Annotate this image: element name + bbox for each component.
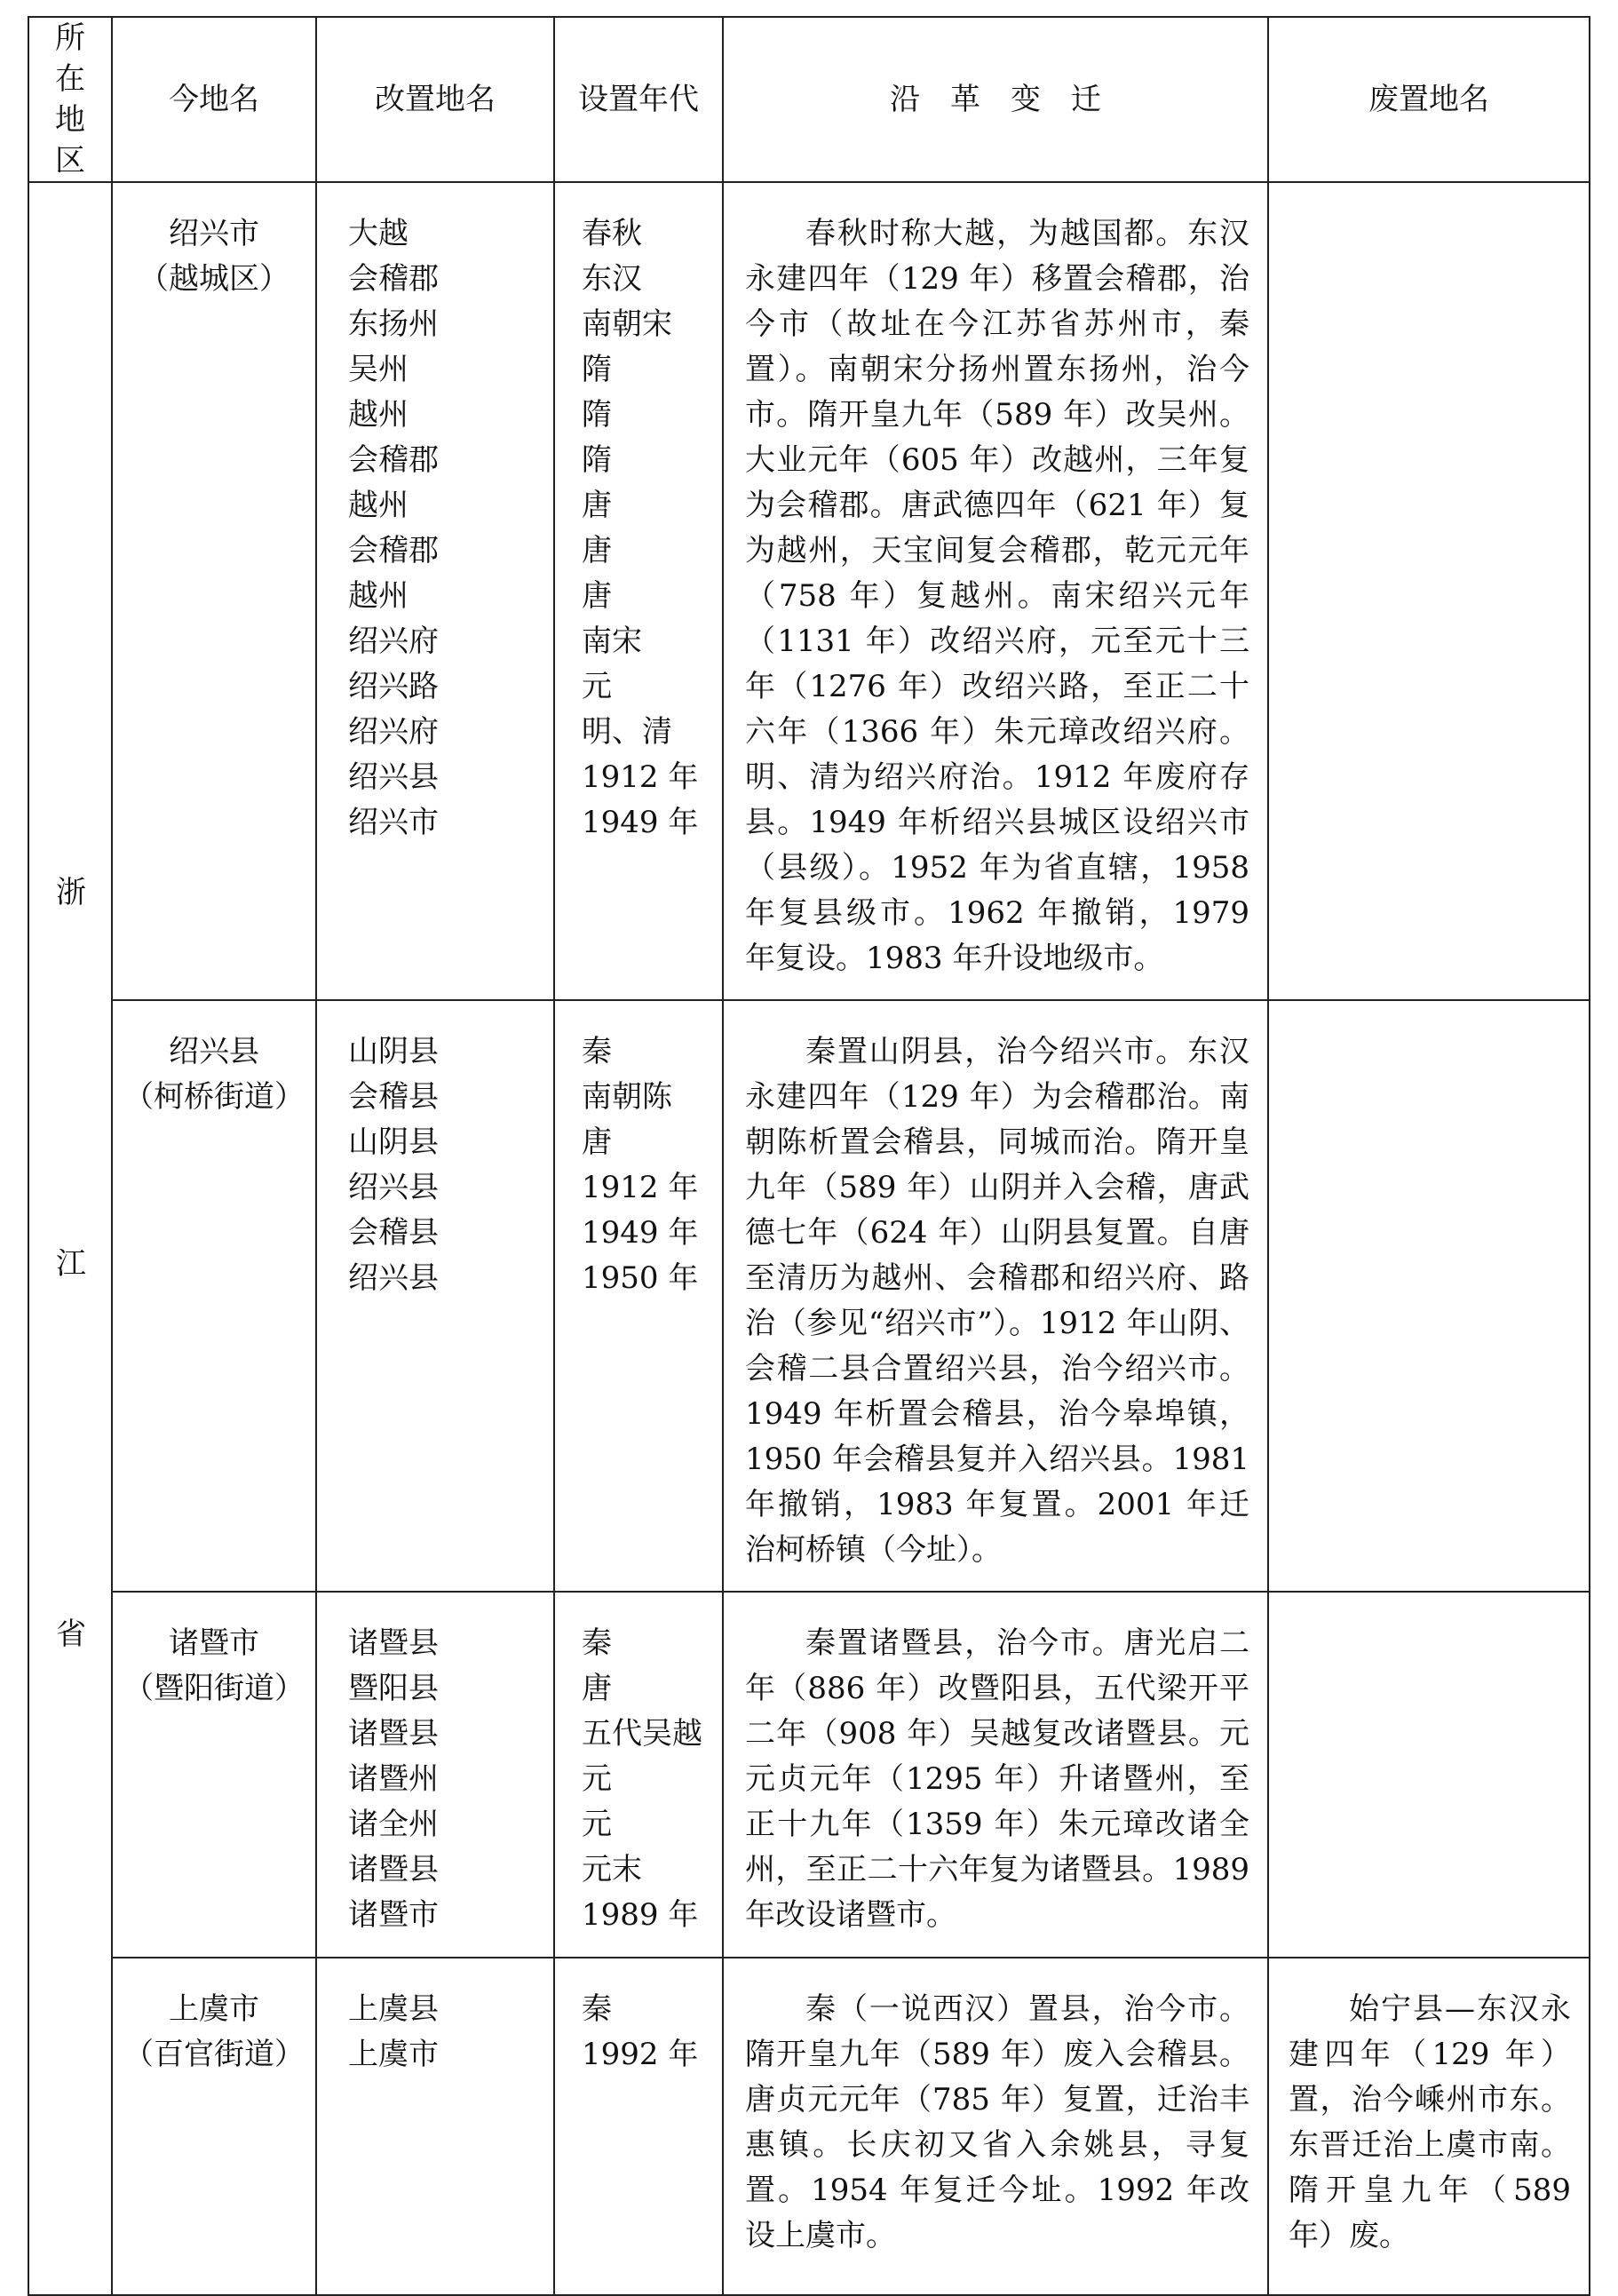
- era: 1989 年: [582, 1897, 699, 1933]
- current-name-cell: [112, 182, 316, 1000]
- changed-name: 绍兴县: [348, 1170, 439, 1205]
- abolished-cell: [1268, 1000, 1590, 1592]
- changed-name: 越州: [348, 578, 408, 614]
- current-name-cell: [112, 1592, 316, 1958]
- history-cell: [723, 1592, 1268, 1958]
- changed-name: 暨阳县: [348, 1671, 439, 1706]
- era: 隋: [582, 442, 612, 478]
- history-text: 春秋时称大越，为越国都。东汉永建四年（129 年）移置会稽郡，治今市（故址在今江苏省苏州市，秦置）。南朝宋分扬州置东扬州，治今市。隋开皇九年（589 年）改吴州。大业元年（605 年）改越州，三年复为会稽郡。唐武德四年（621 年）复为越州，天宝间复会稽郡，乾元元年（758 年）复越州。南宋绍兴元年（1131 年）改绍兴府，元至元十三年（1276 年）改绍兴路，至正二十六年（1366 年）朱元璋改绍兴府。明、清为绍兴府治。1912 年废府存县。1949 年析绍兴县城区设绍兴市（县级）。1952 年为省直辖，1958 年复县级市。1962 年撤销，1979 年复设。1983 年升设地级市。: [745, 216, 1249, 976]
- era: 唐: [582, 578, 612, 614]
- history-text: 秦（一说西汉）置县，治今市。隋开皇九年（589 年）废入会稽县。唐贞元元年（785 年）复置，迁治丰惠镇。长庆初又省入余姚县，寻复置。1954 年复迁今址。1992 年改设上虞市。: [745, 1991, 1249, 2253]
- changed-name: 诸暨州: [348, 1761, 439, 1797]
- changed-name: 大越: [348, 216, 408, 251]
- current-name-cell: [112, 1000, 316, 1592]
- header-abolished: 废置地名: [1268, 17, 1590, 182]
- table-row: [28, 1958, 1590, 2295]
- era-cell: [554, 1592, 723, 1958]
- abolished-text: 始宁县—东汉永建四年（129 年）置，治今嵊州市东。东晋迁治上虞市南。隋开皇九年（589 年）废。: [1289, 1991, 1571, 2253]
- era-cell: [554, 1000, 723, 1592]
- era: 秦: [582, 1991, 612, 2027]
- changed-name: 绍兴县: [348, 759, 439, 795]
- header-history: 沿 革 变 迁: [723, 17, 1268, 182]
- history-cell: [723, 1958, 1268, 2295]
- era: 1992 年: [582, 2037, 699, 2072]
- changed-name: 上虞市: [348, 2037, 439, 2072]
- abolished-cell: [1268, 182, 1590, 1000]
- era: 1912 年: [582, 1170, 699, 1205]
- region-cell: [28, 182, 112, 2295]
- changed-name: 会稽县: [348, 1215, 439, 1251]
- history-text: 秦置山阴县，治今绍兴市。东汉永建四年（129 年）为会稽郡治。南朝陈析置会稽县，同城而治。隋开皇九年（589 年）山阴并入会稽，唐武德七年（624 年）山阴县复置。自唐至清历为越州、会稽郡和绍兴府、路治（参见“绍兴市”）。1912 年山阴、会稽二县合置绍兴县，治今绍兴市。1949 年析置会稽县，治今皋埠镇，1950 年会稽县复并入绍兴县。1981 年撤销，1983 年复置。2001 年迁治柯桥镇（今址）。: [745, 1034, 1249, 1568]
- table-row: [28, 1000, 1590, 1592]
- era: 唐: [582, 1671, 612, 1706]
- current-seat: （越城区）: [139, 261, 289, 297]
- header-region: 所在地区: [28, 17, 112, 182]
- history-cell: [723, 1000, 1268, 1592]
- changed-names-cell: [316, 182, 554, 1000]
- header-current-name: 今地名: [112, 17, 316, 182]
- changed-name: 会稽郡: [348, 442, 439, 478]
- region-char: 浙: [56, 874, 86, 910]
- current-name: 上虞市: [169, 1991, 259, 2027]
- region-char: 省: [56, 1616, 86, 1652]
- era: 五代吴越: [582, 1716, 702, 1752]
- changed-name: 会稽郡: [348, 533, 439, 568]
- era: 南宋: [582, 624, 642, 659]
- era-cell: [554, 1958, 723, 2295]
- history-text: 秦置诸暨县，治今市。唐光启二年（886 年）改暨阳县，五代梁开平二年（908 年）吴越复改诸暨县。元元贞元年（1295 年）升诸暨州，至正十九年（1359 年）朱元璋改诸全州，至正二十六年复为诸暨县。1989 年改设诸暨市。: [745, 1625, 1249, 1933]
- era: 明、清: [582, 714, 672, 750]
- abolished-cell: [1268, 1958, 1590, 2295]
- header-row: [28, 17, 1590, 182]
- gazetteer-table: [28, 16, 1590, 2296]
- header-changed-names: 改置地名: [316, 17, 554, 182]
- changed-name: 越州: [348, 488, 408, 523]
- era: 唐: [582, 1124, 612, 1160]
- history-cell: [723, 182, 1268, 1000]
- era: 隋: [582, 397, 612, 433]
- era: 南朝宋: [582, 306, 672, 342]
- changed-name: 绍兴县: [348, 1260, 439, 1296]
- changed-name: 会稽县: [348, 1079, 439, 1115]
- changed-name: 绍兴府: [348, 714, 439, 750]
- era: 1949 年: [582, 1215, 699, 1251]
- changed-name: 绍兴府: [348, 624, 439, 659]
- changed-name: 诸暨县: [348, 1625, 439, 1661]
- era: 唐: [582, 488, 612, 523]
- changed-name: 山阴县: [348, 1124, 439, 1160]
- header-era: 设置年代: [554, 17, 723, 182]
- era: 1949 年: [582, 805, 699, 840]
- era: 南朝陈: [582, 1079, 672, 1115]
- current-seat: （柯桥街道）: [123, 1079, 305, 1115]
- changed-names-cell: [316, 1958, 554, 2295]
- changed-names-cell: [316, 1000, 554, 1592]
- era: 元: [582, 1761, 612, 1797]
- era: 唐: [582, 533, 612, 568]
- changed-name: 山阴县: [348, 1034, 439, 1069]
- changed-name: 绍兴路: [348, 669, 439, 704]
- era: 元: [582, 1807, 612, 1842]
- changed-name: 绍兴市: [348, 805, 439, 840]
- current-seat: （暨阳街道）: [123, 1671, 305, 1706]
- changed-name: 诸全州: [348, 1807, 439, 1842]
- table-row: [28, 182, 1590, 1000]
- current-name: 绍兴县: [169, 1034, 259, 1069]
- changed-name: 上虞县: [348, 1991, 439, 2027]
- era: 元末: [582, 1852, 642, 1887]
- changed-names-cell: [316, 1592, 554, 1958]
- era: 1950 年: [582, 1260, 699, 1296]
- era: 秦: [582, 1034, 612, 1069]
- era: 东汉: [582, 261, 642, 297]
- changed-name: 会稽郡: [348, 261, 439, 297]
- era: 秦: [582, 1625, 612, 1661]
- changed-name: 东扬州: [348, 306, 439, 342]
- changed-name: 诸暨县: [348, 1716, 439, 1752]
- era-cell: [554, 182, 723, 1000]
- changed-name: 诸暨市: [348, 1897, 439, 1933]
- region-char: 江: [56, 1245, 86, 1282]
- changed-name: 越州: [348, 397, 408, 433]
- current-name-cell: [112, 1958, 316, 2295]
- changed-name: 诸暨县: [348, 1852, 439, 1887]
- current-seat: （百官街道）: [123, 2037, 305, 2072]
- era: 1912 年: [582, 759, 699, 795]
- era: 春秋: [582, 216, 642, 251]
- table-row: [28, 1592, 1590, 1958]
- abolished-cell: [1268, 1592, 1590, 1958]
- era: 隋: [582, 352, 612, 387]
- changed-name: 吴州: [348, 352, 408, 387]
- current-name: 绍兴市: [169, 216, 259, 251]
- era: 元: [582, 669, 612, 704]
- current-name: 诸暨市: [169, 1625, 259, 1661]
